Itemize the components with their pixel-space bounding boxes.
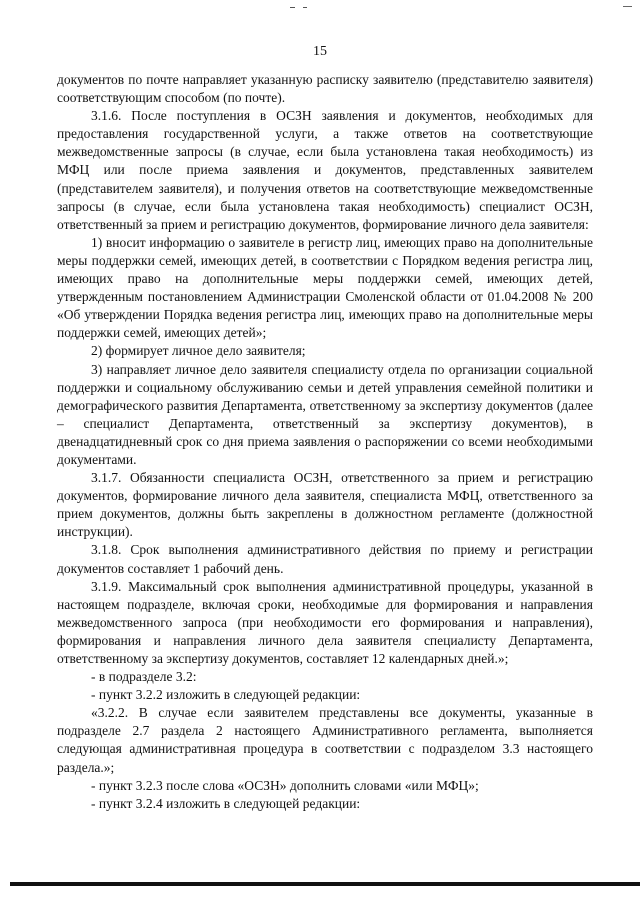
list-item-3: 3) направляет личное дело заявителя специалисту отдела по организации социальной поддержки и социальному обслуживанию семьи и детей управления семейной политики и демографического развития Департамента, ответственному за экспертизу документов (далее – специалист Департамента, ответственный за экспертизу документов), в двенадцатидневный срок со дня приема заявления о распоряжении со всеми необходимыми документами. (57, 361, 593, 467)
scan-mark (303, 7, 307, 8)
list-item-1: 1) вносит информацию о заявителе в регистр лиц, имеющих право на дополнительные меры поддержки семей, имеющих детей, в соответствии с Порядком ведения регистра лиц, имеющих право на дополнительные меры поддержки семей, имеющих детей, утвержденным постановлением Администрации Смоленской области от 01.04.2008 № 200 «Об утверждении Порядка ведения регистра лиц, имеющих право на дополнительные меры поддержки семей, имеющих детей»; (57, 234, 593, 341)
paragraph-3-2-2-new: «3.2.2. В случае если заявителем представлены все документы, указанные в подразделе 2.7 раздела 2 настоящего Административного регламента, выполняется следующая административная процедура в соответствии с подразделом 3.3 настоящего раздела.»; (57, 705, 593, 775)
document-body (57, 71, 593, 813)
paragraph-3-1-7: 3.1.7. Обязанности специалиста ОСЗН, ответственного за прием и регистрацию документов, формирование личного дела заявителя, специалиста МФЦ, ответственного за прием документов, должны быть закреплены в должностном регламенте (должностной инструкции). (57, 470, 593, 540)
amendment-subsection-3-2: - в подразделе 3.2: (91, 669, 197, 685)
scan-mark (290, 7, 295, 8)
bottom-rule (10, 882, 640, 886)
list-item-2: 2) формирует личное дело заявителя; (91, 343, 306, 359)
page-number: 15 (313, 44, 327, 59)
amendment-item-3-2-4: - пункт 3.2.4 изложить в следующей редакции: (91, 795, 361, 811)
scan-mark (623, 6, 632, 7)
amendment-item-3-2-2: - пункт 3.2.2 изложить в следующей редакции: (91, 687, 361, 703)
paragraph-3-1-9: 3.1.9. Максимальный срок выполнения административной процедуры, указанной в настоящем подразделе, включая сроки, необходимые для формирования и направления межведомственного запроса (при необходимости его формирования и направления), формирования и направления личного дела заявителя специалисту Департамента, ответственному за экспертизу документов, составляет 12 календарных дней.»; (57, 578, 593, 666)
paragraph-3-1-6: 3.1.6. После поступления в ОСЗН заявления и документов, необходимых для предоставления государственной услуги, а также ответов на соответствующие межведомственные запросы (в случае, если была установлена такая необходимость) из МФЦ или после приема заявления и документов, представленных заявителем (представителем заявителя), и получения ответов на соответствующие межведомственные запросы (в случае, если была установлена такая необходимость) специалист ОСЗН, ответственный за прием и регистрацию документов, формирование личного дела заявителя: (57, 108, 593, 232)
amendment-item-3-2-3: - пункт 3.2.3 после слова «ОСЗН» дополнить словами «или МФЦ»; (91, 777, 479, 793)
paragraph-continuation: документов по почте направляет указанную расписку заявителю (представителю заявителя) соответствующим способом (по почте). (57, 72, 593, 106)
paragraph-3-1-8: 3.1.8. Срок выполнения административного действия по приему и регистрации документов составляет 1 рабочий день. (57, 542, 593, 576)
